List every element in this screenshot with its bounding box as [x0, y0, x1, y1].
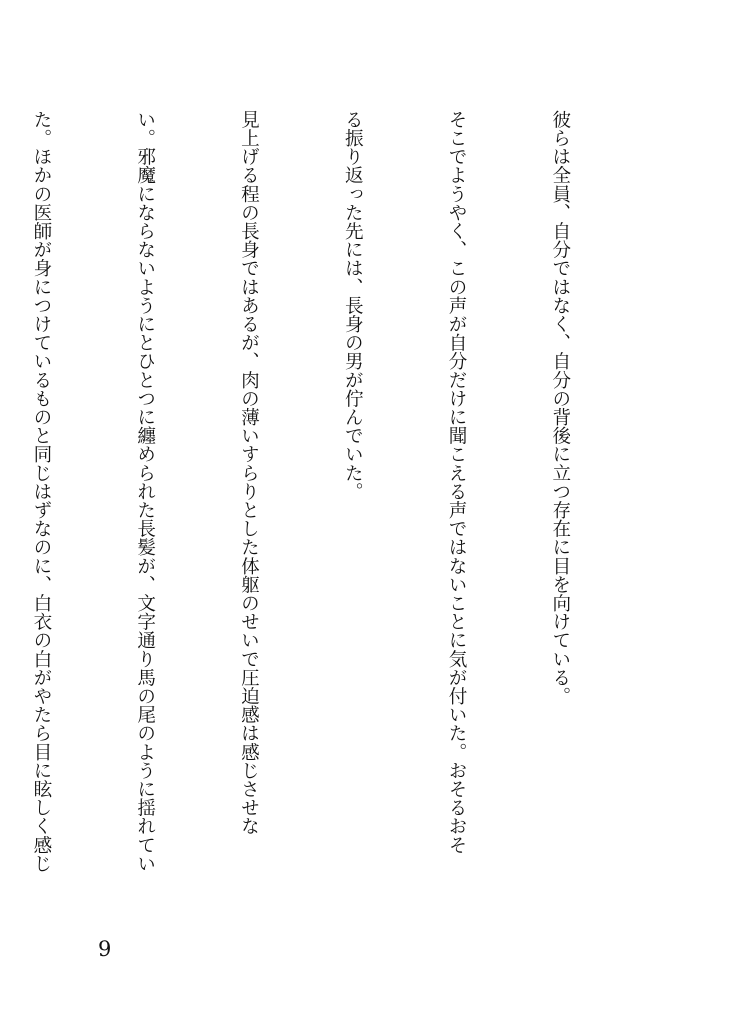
text-line: い。邪魔にならないようにとひとつに纏められた長髪が、文字通り馬の尾のように揺れてい: [134, 110, 156, 873]
text-line: 見上げる程の長身ではあるが、肉の薄いすらりとした体躯のせいで圧迫感は感じさせな: [238, 110, 260, 836]
text-line: 彼らは全員、自分ではなく、自分の背後に立つ存在に目を向けている。: [549, 110, 571, 706]
page-number: 9: [98, 937, 112, 961]
vertical-text-body: [0, 110, 646, 910]
text-line: た。ほかの医師が身につけているものと同じはずなのに、白衣の白がやたら目に眩しく感じ: [30, 110, 52, 873]
text-line: そこでようやく、この声が自分だけに聞こえる声ではないことに気が付いた。おそるおそ: [446, 110, 468, 854]
text-line: る振り返った先には、長身の男が佇んでいた。: [342, 110, 364, 501]
